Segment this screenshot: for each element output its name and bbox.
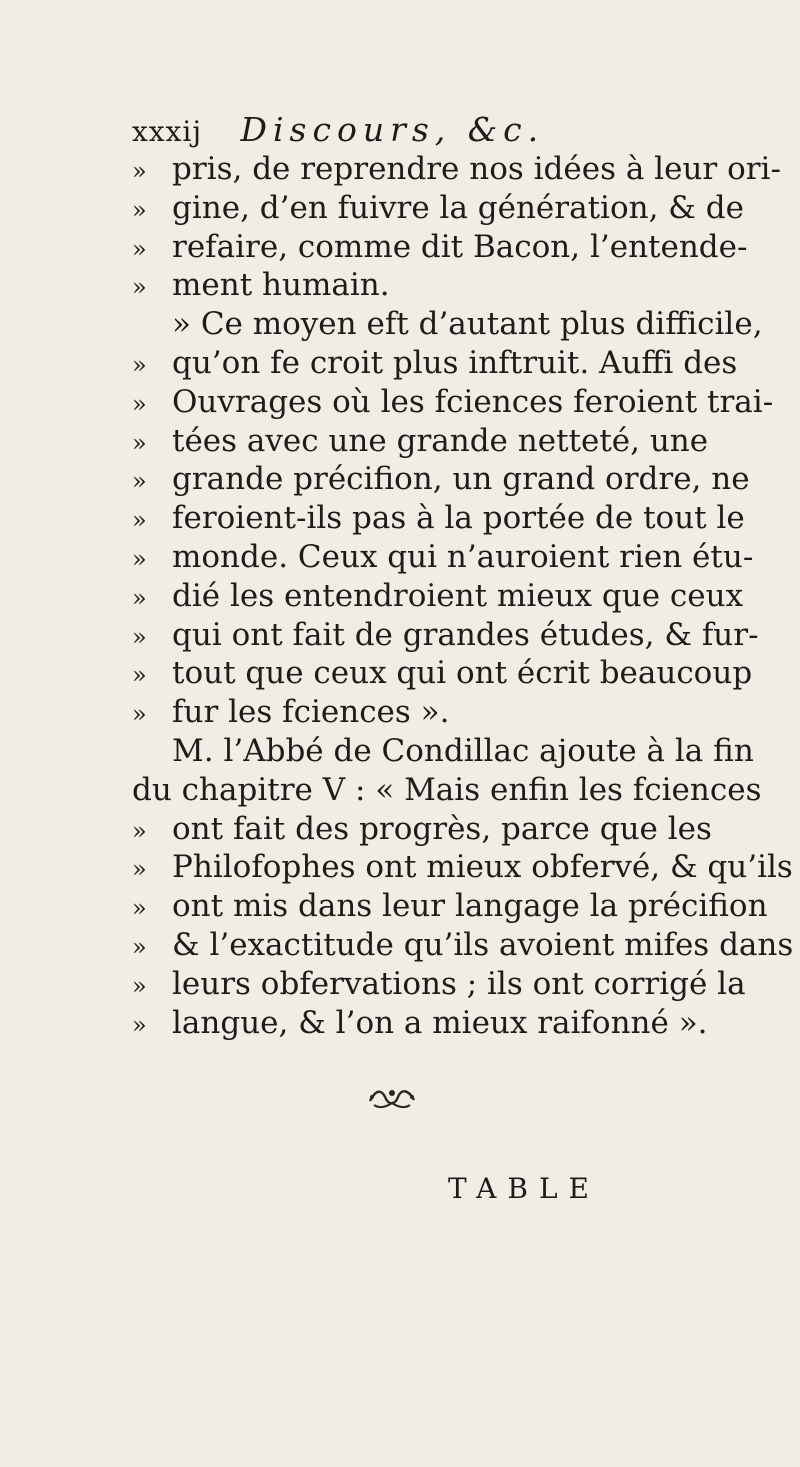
text-line	[132, 460, 750, 499]
text-line	[132, 577, 744, 616]
line-text: langue, & l’on a mieux raifonné ».	[172, 1004, 708, 1041]
line-text: Philofophes ont mieux obfervé, & qu’ils	[172, 849, 793, 886]
line-text: ont mis dans leur langage la précifion	[172, 888, 768, 925]
line-text: » Ce moyen eft d’autant plus difficile,	[172, 306, 763, 343]
line-text: qui ont fait de grandes études, & fur-	[172, 616, 759, 653]
line-text: & l’exactitude qu’ils avoient mifes dans	[172, 926, 794, 963]
text-line	[132, 305, 763, 344]
text-line	[132, 771, 762, 810]
line-text: refaire, comme dit Bacon, l’entende-	[172, 228, 748, 265]
guillemet: »	[132, 894, 147, 923]
guillemet: »	[132, 622, 147, 651]
line-text: qu’on fe croit plus inftruit. Auffi des	[172, 344, 738, 381]
guillemet: »	[132, 428, 147, 457]
text-line	[132, 616, 759, 655]
body-text	[132, 150, 794, 1042]
guillemet: »	[132, 157, 147, 185]
guillemet: »	[132, 389, 147, 418]
guillemet: »	[132, 350, 147, 379]
text-line	[132, 1004, 732, 1043]
text-line	[132, 344, 738, 383]
line-text: monde. Ceux qui n’auroient rien étu-	[172, 538, 754, 575]
guillemet: »	[132, 855, 147, 884]
guillemet: »	[132, 544, 147, 573]
line-text: Ouvrages où les fciences feroient trai-	[172, 383, 774, 420]
printer-ornament-icon	[366, 1085, 418, 1111]
line-text: M. l’Abbé de Condillac ajoute à la fin	[172, 732, 754, 769]
line-text: ment humain.	[172, 267, 390, 304]
line-text: gine, d’en fuivre la génération, & de	[172, 189, 744, 226]
line-text: ont fait des progrès, parce que les	[172, 810, 712, 847]
text-line	[132, 228, 748, 267]
text-line	[132, 266, 732, 305]
text-line	[132, 732, 754, 771]
guillemet: »	[132, 700, 147, 729]
line-text: fur les fciences ».	[172, 694, 450, 731]
text-line	[132, 654, 753, 693]
text-line	[132, 150, 781, 189]
line-text: feroient-ils pas à la portée de tout le	[172, 500, 745, 537]
line-text: pris, de reprendre nos idées à leur ori-	[172, 151, 781, 187]
text-line	[132, 848, 793, 887]
guillemet: »	[132, 506, 147, 535]
guillemet: »	[132, 273, 147, 302]
catchword: TABLE	[448, 1172, 600, 1205]
text-line	[132, 887, 768, 926]
guillemet: »	[132, 195, 147, 224]
guillemet: »	[132, 234, 147, 263]
page-number: xxxij	[132, 115, 203, 148]
text-line	[132, 965, 746, 1004]
text-line	[132, 693, 732, 732]
guillemet: »	[132, 467, 147, 496]
text-line	[132, 810, 732, 849]
text-line	[132, 422, 732, 461]
text-line	[132, 538, 754, 577]
guillemet: »	[132, 1010, 147, 1039]
text-line	[132, 383, 774, 422]
guillemet: »	[132, 661, 147, 690]
line-text: du chapitre V : « Mais enfin les fciences	[132, 771, 762, 808]
guillemet: »	[132, 583, 147, 612]
line-text: tées avec une grande netteté, une	[172, 422, 709, 459]
guillemet: »	[132, 816, 147, 845]
guillemet: »	[132, 971, 147, 1000]
text-line	[132, 926, 794, 965]
line-text: tout que ceux qui ont écrit beaucoup	[172, 655, 753, 692]
line-text: leurs obfervations ; ils ont corrigé la	[172, 965, 746, 1002]
running-title: Discours, &c.	[240, 110, 545, 149]
line-text: grande précifion, un grand ordre, ne	[172, 461, 750, 498]
guillemet: »	[132, 932, 147, 961]
page-header	[132, 110, 544, 149]
text-line	[132, 189, 744, 228]
line-text: dié les entendroient mieux que ceux	[172, 577, 744, 614]
text-line	[132, 499, 745, 538]
